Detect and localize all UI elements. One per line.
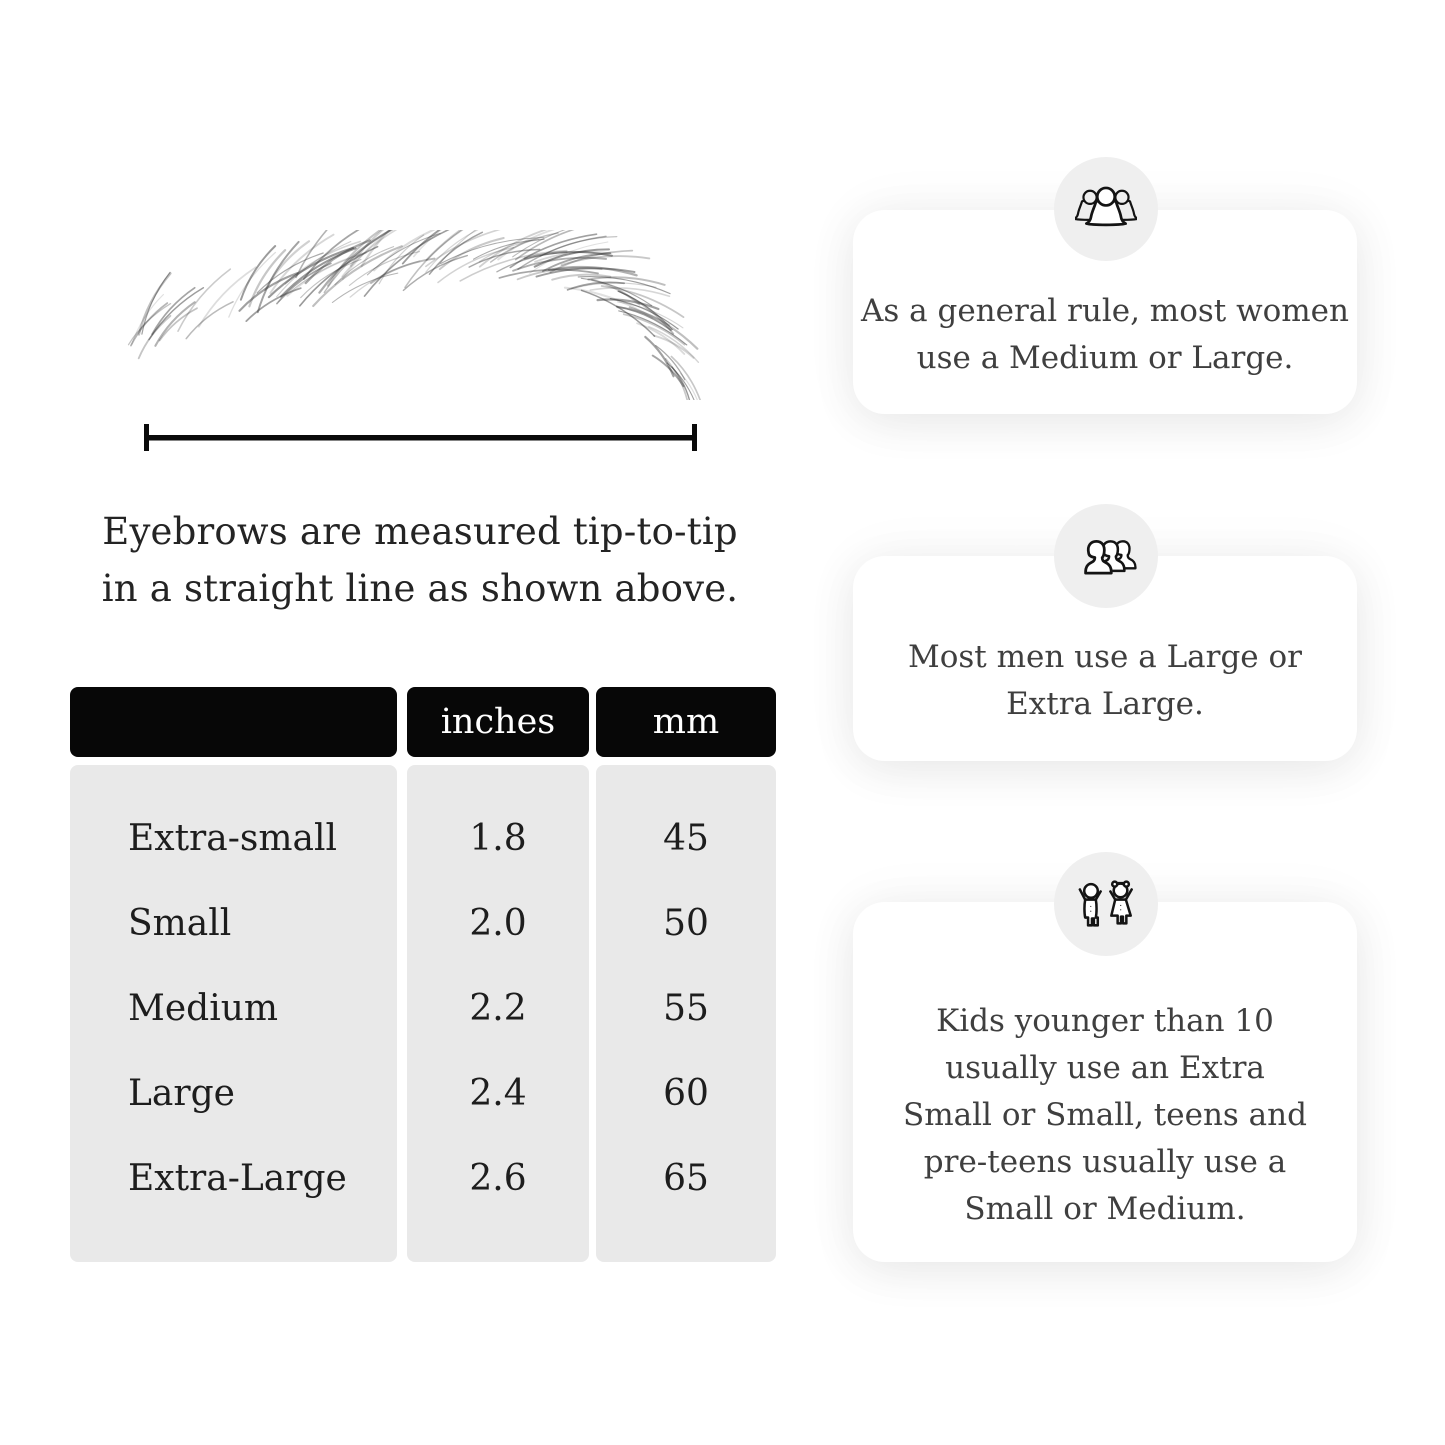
card-text-line: Kids younger than 10 [936,1003,1274,1039]
table-column-sizes [70,765,397,1262]
table-row-label: Large [128,1073,235,1114]
info-card-kids [853,902,1357,1262]
card-text-line: As a general rule, most women [861,293,1349,329]
kids-icon [1075,875,1137,933]
table-header-mm: mm [596,687,776,757]
measurement-bar [144,435,697,441]
men-icon-badge [1054,504,1158,608]
table-cell-mm: 60 [663,1073,709,1114]
table-header-inches: inches [407,687,589,757]
table-column-mm [596,765,776,1262]
eyebrow-illustration [100,230,740,400]
card-text-line: Extra Large. [1006,686,1204,722]
table-cell-inches: 2.6 [469,1158,527,1199]
card-text-line: Most men use a Large or [907,639,1302,675]
caption-line-1: Eyebrows are measured tip-to-tip [102,510,738,553]
card-text-line: Small or Small, teens and [903,1097,1307,1133]
table-cell-mm: 65 [663,1158,709,1199]
info-card-men-text [853,634,1357,728]
table-row-label: Extra-Large [128,1158,347,1199]
card-text-line: use a Medium or Large. [916,340,1294,376]
table-header-blank [70,687,397,757]
card-text-line: pre-teens usually use a [923,1144,1287,1180]
measurement-caption [80,503,760,617]
caption-line-2: in a straight line as shown above. [101,567,739,610]
table-cell-mm: 55 [663,988,709,1029]
kids-icon-badge [1054,852,1158,956]
table-row-label: Extra-small [128,818,337,859]
women-icon-badge [1054,157,1158,261]
table-cell-inches: 2.2 [469,988,527,1029]
measurement-line [100,400,740,470]
table-row-label: Small [128,903,232,944]
men-group-icon [1075,529,1137,583]
card-text-line: Small or Medium. [964,1191,1246,1227]
info-card-women-text [853,288,1357,382]
table-cell-inches: 2.4 [469,1073,527,1114]
table-cell-mm: 50 [663,903,709,944]
table-column-inches [407,765,589,1262]
table-row-label: Medium [128,988,279,1029]
info-card-kids-text [853,998,1357,1233]
table-cell-inches: 1.8 [469,818,527,859]
women-group-icon [1075,182,1137,236]
table-cell-inches: 2.0 [469,903,527,944]
card-text-line: usually use an Extra [945,1050,1265,1086]
table-cell-mm: 45 [663,818,709,859]
